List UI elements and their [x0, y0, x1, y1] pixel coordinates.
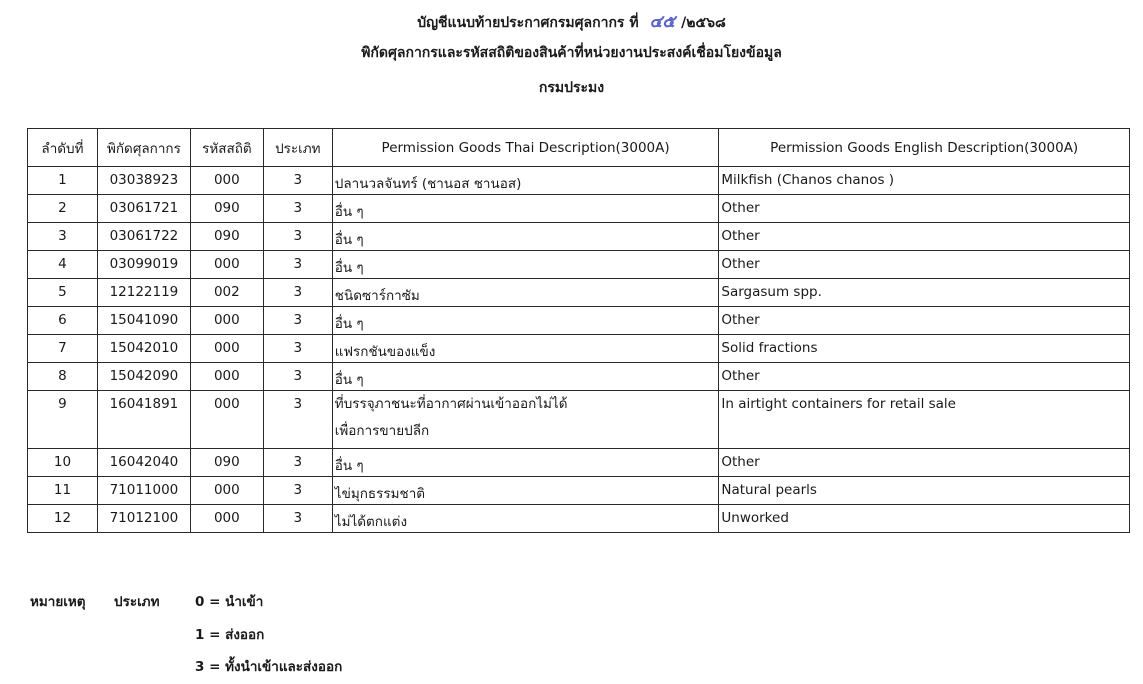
- row-number-cell: 9: [28, 391, 98, 449]
- type-cell: 3: [263, 391, 332, 449]
- column-header: ประเภท: [263, 129, 332, 167]
- document-subtitle: พิกัดศุลกากรและรหัสสถิติของสินค้าที่หน่วยงานประสงค์เชื่อมโยงข้อมูล: [361, 45, 782, 61]
- table-header-row: [28, 129, 1130, 167]
- goods-table: [27, 128, 1130, 533]
- type-cell: 3: [263, 195, 332, 223]
- english-description-cell: Unworked: [719, 505, 1130, 533]
- table-row: [28, 307, 1130, 335]
- statistic-code-cell: 000: [190, 251, 263, 279]
- column-header: Permission Goods English Description(3000A): [719, 129, 1130, 167]
- thai-description-cell: อื่น ๆ: [332, 223, 719, 251]
- tariff-code-cell: 71011000: [97, 477, 190, 505]
- english-description-cell: Other: [719, 251, 1130, 279]
- note-item: 3 = ทั้งนำเข้าและส่งออก: [195, 659, 343, 675]
- type-cell: 3: [263, 307, 332, 335]
- type-cell: 3: [263, 449, 332, 477]
- type-cell: 3: [263, 251, 332, 279]
- english-description-cell: Other: [719, 363, 1130, 391]
- table-row: [28, 363, 1130, 391]
- title-prefix: บัญชีแนบท้ายประกาศกรมศุลกากร ที่: [417, 15, 639, 31]
- type-cell: 3: [263, 505, 332, 533]
- row-number-cell: 6: [28, 307, 98, 335]
- row-number-cell: 10: [28, 449, 98, 477]
- announcement-year: /๒๕๖๘: [681, 15, 726, 31]
- thai-description-cell: อื่น ๆ: [332, 363, 719, 391]
- statistic-code-cell: 090: [190, 195, 263, 223]
- thai-description-cell: ปลานวลจันทร์ (ชานอส ชานอส): [332, 167, 719, 195]
- table-row: [28, 279, 1130, 307]
- department-name: กรมประมง: [538, 80, 605, 96]
- column-header: Permission Goods Thai Description(3000A): [332, 129, 719, 167]
- column-header: พิกัดศุลกากร: [97, 129, 190, 167]
- english-description-cell: Sargasum spp.: [719, 279, 1130, 307]
- statistic-code-cell: 090: [190, 223, 263, 251]
- document-title: [0, 8, 1143, 35]
- english-description-cell: Other: [719, 223, 1130, 251]
- type-cell: 3: [263, 279, 332, 307]
- thai-description-line: เพื่อการขายปลีก: [334, 423, 430, 439]
- note-item: 0 = นำเข้า: [195, 594, 264, 610]
- thai-description-cell: ไข่มุกธรรมชาติ: [332, 477, 719, 505]
- english-description-cell: Natural pearls: [719, 477, 1130, 505]
- table-row: [28, 335, 1130, 363]
- statistic-code-cell: 000: [190, 335, 263, 363]
- tariff-code-cell: 03038923: [97, 167, 190, 195]
- english-description-cell: Milkfish (Chanos chanos ): [719, 167, 1130, 195]
- type-cell: 3: [263, 223, 332, 251]
- table-row: [28, 195, 1130, 223]
- row-number-cell: 4: [28, 251, 98, 279]
- tariff-code-cell: 15041090: [97, 307, 190, 335]
- thai-description-cell: อื่น ๆ: [332, 449, 719, 477]
- tariff-code-cell: 03061721: [97, 195, 190, 223]
- thai-description-cell: อื่น ๆ: [332, 195, 719, 223]
- type-cell: 3: [263, 363, 332, 391]
- statistic-code-cell: 000: [190, 505, 263, 533]
- tariff-code-cell: 16042040: [97, 449, 190, 477]
- row-number-cell: 8: [28, 363, 98, 391]
- tariff-code-cell: 71012100: [97, 505, 190, 533]
- english-description-cell: In airtight containers for retail sale: [719, 391, 1130, 449]
- table-body: [28, 167, 1130, 533]
- statistic-code-cell: 000: [190, 363, 263, 391]
- table-row: [28, 391, 1130, 449]
- row-number-cell: 2: [28, 195, 98, 223]
- table-row: [28, 449, 1130, 477]
- type-cell: 3: [263, 167, 332, 195]
- type-cell: 3: [263, 477, 332, 505]
- table-row: [28, 477, 1130, 505]
- statistic-code-cell: 000: [190, 477, 263, 505]
- row-number-cell: 1: [28, 167, 98, 195]
- row-number-cell: 12: [28, 505, 98, 533]
- english-description-cell: Other: [719, 449, 1130, 477]
- thai-description-cell: ไม่ได้ตกแต่ง: [332, 505, 719, 533]
- thai-description-cell: อื่น ๆ: [332, 307, 719, 335]
- statistic-code-cell: 000: [190, 307, 263, 335]
- thai-description-line: ที่บรรจุภาชนะที่อากาศผ่านเข้าออกไม่ได้: [334, 396, 568, 412]
- tariff-code-cell: 12122119: [97, 279, 190, 307]
- table-row: [28, 167, 1130, 195]
- table-row: [28, 251, 1130, 279]
- thai-description-cell: แฟรกชันของแข็ง: [332, 335, 719, 363]
- table-row: [28, 223, 1130, 251]
- english-description-cell: Other: [719, 307, 1130, 335]
- tariff-code-cell: 03061722: [97, 223, 190, 251]
- thai-description-cell: อื่น ๆ: [332, 251, 719, 279]
- column-header: ลำดับที่: [28, 129, 98, 167]
- table-row: [28, 505, 1130, 533]
- tariff-code-cell: 16041891: [97, 391, 190, 449]
- row-number-cell: 11: [28, 477, 98, 505]
- statistic-code-cell: 000: [190, 167, 263, 195]
- english-description-cell: Other: [719, 195, 1130, 223]
- row-number-cell: 5: [28, 279, 98, 307]
- row-number-cell: 3: [28, 223, 98, 251]
- tariff-code-cell: 15042090: [97, 363, 190, 391]
- notes-type-label: ประเภท: [114, 594, 160, 610]
- note-item: 1 = ส่งออก: [195, 627, 265, 643]
- statistic-code-cell: 002: [190, 279, 263, 307]
- thai-description-cell: ชนิดซาร์กาซัม: [332, 279, 719, 307]
- notes-label: หมายเหตุ: [30, 594, 86, 610]
- statistic-code-cell: 090: [190, 449, 263, 477]
- type-cell: 3: [263, 335, 332, 363]
- thai-description-cell: [332, 391, 719, 449]
- column-header: รหัสสถิติ: [190, 129, 263, 167]
- announcement-number: ๔๕: [649, 12, 676, 32]
- english-description-cell: Solid fractions: [719, 335, 1130, 363]
- statistic-code-cell: 000: [190, 391, 263, 449]
- row-number-cell: 7: [28, 335, 98, 363]
- tariff-code-cell: 03099019: [97, 251, 190, 279]
- tariff-code-cell: 15042010: [97, 335, 190, 363]
